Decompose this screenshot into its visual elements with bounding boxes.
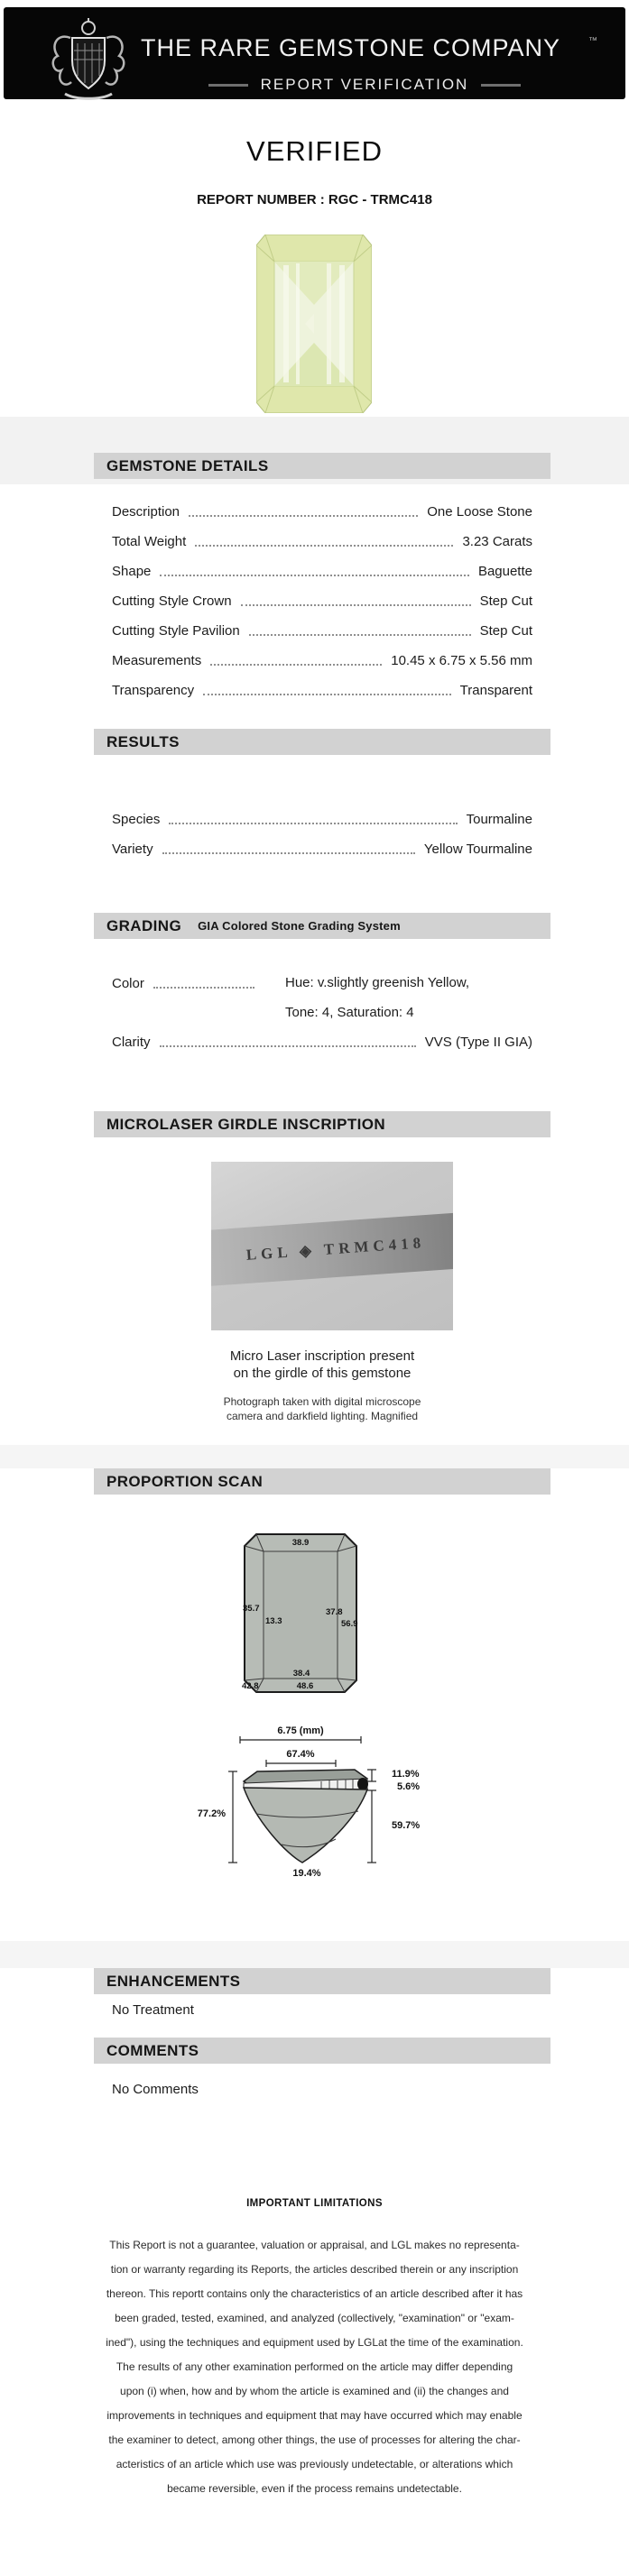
inscription-right: TRMC418 <box>323 1234 426 1258</box>
top-view-svg <box>242 1530 368 1701</box>
row-value: Step Cut <box>479 623 532 639</box>
separator-band <box>0 1941 629 1968</box>
dotted-leader <box>160 575 469 576</box>
measure-bottom: 48.6 <box>296 1681 314 1691</box>
row-value: One Loose Stone <box>427 504 532 520</box>
table-row <box>112 676 532 705</box>
row-label: Shape <box>112 564 152 579</box>
row-label: Species <box>112 812 161 827</box>
inscription-photo <box>211 1162 453 1330</box>
results-table <box>94 805 550 864</box>
measure-left: 35.7 <box>243 1604 260 1614</box>
inscription-note <box>94 1394 550 1423</box>
dotted-leader <box>162 852 415 854</box>
limitations-paragraph <box>90 2233 539 2501</box>
note-line: camera and darkfield lighting. Magnified <box>226 1410 419 1422</box>
table-row <box>112 616 532 646</box>
grading-title: GRADING <box>106 916 182 934</box>
measure-crown-height: 11.9% <box>392 1769 420 1780</box>
comments-header: COMMENTS <box>94 2038 550 2064</box>
row-label: Total Weight <box>112 534 187 549</box>
dotted-leader <box>153 987 254 989</box>
report-number: REPORT NUMBER : RGC - TRMC418 <box>197 192 432 207</box>
diamond-icon: ◈ <box>299 1241 317 1260</box>
dotted-leader <box>195 545 453 547</box>
gemstone-details-table <box>94 497 550 705</box>
limitations-line: improvements in techniques and equipment that may have occurred which may enable <box>106 2409 523 2422</box>
gemstone-photo <box>256 235 372 418</box>
row-label: Transparency <box>112 683 195 698</box>
girdle-band <box>211 1212 453 1287</box>
profile-view-diagram <box>135 1721 478 1888</box>
row-value: Tourmaline <box>466 812 532 827</box>
trademark-symbol: ™ <box>588 36 597 46</box>
row-value: VVS (Type II GIA) <box>424 1035 532 1050</box>
measure-inner-left: 13.3 <box>265 1616 282 1626</box>
table-row <box>112 1027 532 1057</box>
measure-top-width: 38.9 <box>291 1538 310 1548</box>
dotted-leader <box>203 694 451 695</box>
inscription-header: MICROLASER GIRDLE INSCRIPTION <box>94 1111 550 1137</box>
row-label: Measurements <box>112 653 202 668</box>
table-row <box>112 527 532 557</box>
dotted-leader <box>189 515 418 517</box>
separator-band <box>0 1445 629 1468</box>
grading-subtitle: GIA Colored Stone Grading System <box>198 919 401 933</box>
enhancements-value: No Treatment <box>112 2002 194 2018</box>
table-row <box>112 497 532 527</box>
report-verification-subtitle <box>112 76 617 94</box>
dotted-leader <box>160 1045 416 1047</box>
limitations-line: This Report is not a guarantee, valuation or appraisal, and LGL makes no representa- <box>109 2239 520 2251</box>
top-view-diagram <box>242 1530 368 1706</box>
limitations-line: tion or warranty regarding its Reports, the articles described therein or any inscription <box>110 2263 519 2276</box>
table-row <box>112 646 532 676</box>
measure-girdle: 5.6% <box>397 1781 421 1792</box>
subtitle-rule-right <box>481 84 521 87</box>
row-value: 10.45 x 6.75 x 5.56 mm <box>391 653 532 668</box>
measure-total-depth: 77.2% <box>197 1808 226 1819</box>
limitations-line: upon (i) when, how and by whom the article is examined and (ii) the changes and <box>120 2385 509 2397</box>
table-row <box>112 969 532 1027</box>
measure-outer-right: 56.9 <box>341 1619 358 1629</box>
company-name: THE RARE GEMSTONE COMPANY <box>141 34 561 61</box>
limitations-line: been graded, tested, examined, and analyzed (collectively, "examination" or "exam- <box>115 2312 514 2324</box>
limitations-line: the examiner to detect, among other things, the use of processes for altering the char- <box>108 2433 521 2446</box>
row-label: Variety <box>112 842 153 857</box>
table-row <box>112 805 532 834</box>
dotted-leader <box>241 604 471 606</box>
dotted-leader <box>249 634 471 636</box>
verified-status: VERIFIED <box>246 135 383 167</box>
inscription-left: LGL <box>245 1243 292 1264</box>
report-header <box>4 7 625 99</box>
limitations-title: IMPORTANT LIMITATIONS <box>246 2198 383 2209</box>
color-hue: Hue: v.slightly greenish Yellow, <box>285 975 470 990</box>
row-value: Transparent <box>459 683 532 698</box>
subtitle-rule-left <box>208 84 248 87</box>
measure-bottom-left: 42.8 <box>242 1681 259 1691</box>
limitations-line: acteristics of an article which use was previously undetectable, or alterations which <box>116 2458 513 2470</box>
row-label: Cutting Style Pavilion <box>112 623 240 639</box>
note-line: Photograph taken with digital microscope <box>223 1395 421 1408</box>
measure-table-pct: 67.4% <box>286 1749 315 1760</box>
color-value <box>285 969 469 1027</box>
measure-culet: 19.4% <box>292 1868 321 1879</box>
row-value: 3.23 Carats <box>462 534 532 549</box>
row-value: Baguette <box>477 564 532 579</box>
row-label: Clarity <box>112 1035 151 1050</box>
limitations-line: became reversible, even if the process remains undetectable. <box>167 2482 462 2495</box>
row-label: Description <box>112 504 180 520</box>
color-tone-saturation: Tone: 4, Saturation: 4 <box>285 1004 414 1020</box>
dotted-leader <box>210 664 382 666</box>
comments-value: No Comments <box>112 2082 199 2097</box>
subtitle-label: REPORT VERIFICATION <box>260 76 469 93</box>
row-label: Color <box>112 976 144 991</box>
dotted-leader <box>169 823 457 824</box>
enhancements-header: ENHANCEMENTS <box>94 1968 550 1994</box>
row-label: Cutting Style Crown <box>112 593 232 609</box>
limitations-line: thereon. This reportt contains only the characteristics of an article described after it has <box>106 2287 523 2300</box>
caption-line: Micro Laser inscription present <box>229 1348 415 1364</box>
row-value: Step Cut <box>479 593 532 609</box>
caption-line: on the girdle of this gemstone <box>233 1366 412 1381</box>
gemstone-details-header: GEMSTONE DETAILS <box>94 453 550 479</box>
color-label-wrap <box>112 969 265 998</box>
results-header: RESULTS <box>94 729 550 755</box>
table-row <box>112 834 532 864</box>
inscription-caption <box>94 1348 550 1382</box>
measure-width-mm: 6.75 (mm) <box>277 1725 324 1736</box>
grading-table <box>94 969 550 1057</box>
girdle-inscription-text <box>245 1234 426 1265</box>
limitations-line: ined"), using the techniques and equipment used by LGLat the time of the examination. <box>106 2336 523 2349</box>
limitations-line: The results of any other examination performed on the article may differ depending <box>116 2360 513 2373</box>
table-row <box>112 557 532 586</box>
grading-header <box>94 913 550 939</box>
table-row <box>112 586 532 616</box>
gemstone-image <box>256 235 372 413</box>
row-value: Yellow Tourmaline <box>423 842 532 857</box>
measure-right: 37.8 <box>326 1607 343 1617</box>
proportion-scan-header: PROPORTION SCAN <box>94 1468 550 1495</box>
measure-bottom-inner: 38.4 <box>292 1669 310 1679</box>
measure-pavilion-depth: 59.7% <box>392 1820 421 1831</box>
profile-view-svg <box>135 1721 478 1883</box>
